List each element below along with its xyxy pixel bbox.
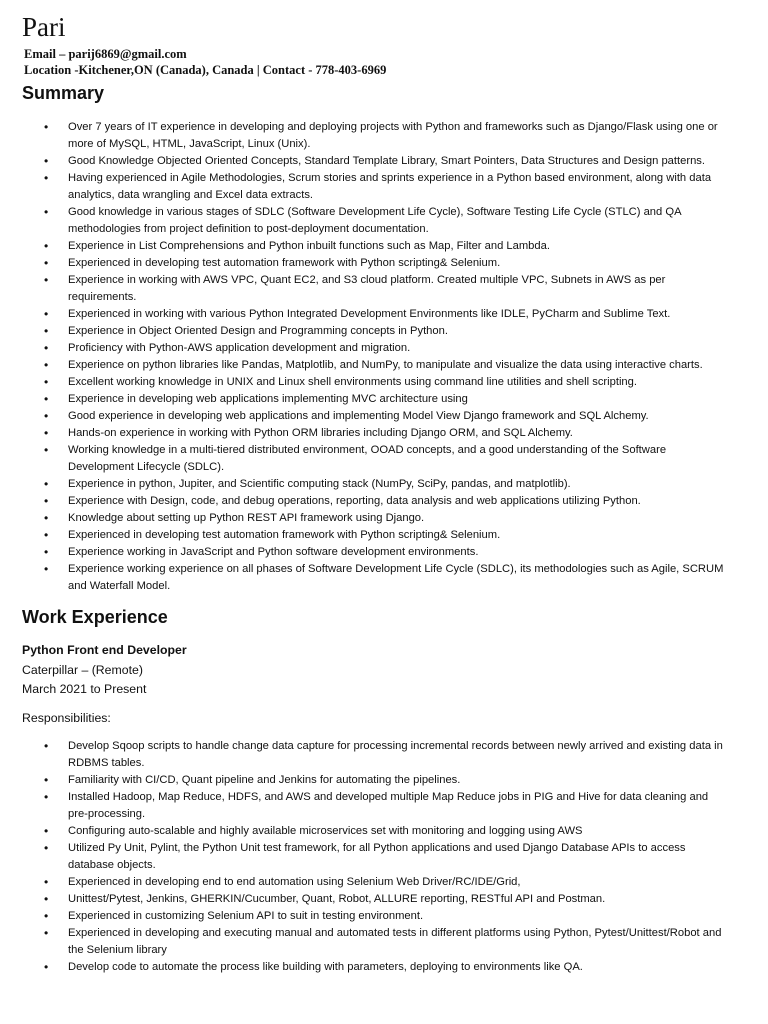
job-position: Python Front end Developer bbox=[22, 643, 187, 657]
summary-item: • Excellent working knowledge in UNIX and Linux shell environments using command line utilities and shell scripting. bbox=[0, 374, 768, 391]
responsibility-item: • Develop Sqoop scripts to handle change data capture for processing incremental records between newly arrived and existing data in RDBMS tables. bbox=[0, 738, 768, 772]
job-company: Caterpillar – (Remote) bbox=[22, 663, 143, 677]
work-experience-heading: Work Experience bbox=[22, 607, 168, 627]
summary-item: • Experience in List Comprehensions and Python inbuilt functions such as Map, Filter and Lambda. bbox=[0, 238, 768, 255]
summary-item: • Having experienced in Agile Methodologies, Scrum stories and sprints experience in a Python based environment, along with data analytics, data wrangling and Excel data extracts. bbox=[0, 170, 768, 204]
responsibility-item: • Configuring auto-scalable and highly available microservices set with monitoring and logging using AWS bbox=[0, 823, 768, 840]
responsibility-item: • Installed Hadoop, Map Reduce, HDFS, and AWS and developed multiple Map Reduce jobs in PIG and Hive for data cleaning and pre-processing. bbox=[0, 789, 768, 823]
summary-item: • Over 7 years of IT experience in developing and deploying projects with Python and frameworks such as Django/Flask using one or more of MySQL, HTML, JavaScript, Linux (Unix). bbox=[0, 119, 768, 153]
responsibility-item: • Utilized Py Unit, Pylint, the Python Unit test framework, for all Python applications and used Django Database APIs to access database objects. bbox=[0, 840, 768, 874]
candidate-name: Pari bbox=[22, 12, 66, 42]
responsibility-item: • Experienced in customizing Selenium API to suit in testing environment. bbox=[0, 908, 768, 925]
summary-item: • Good knowledge in various stages of SDLC (Software Development Life Cycle), Software Testing Life Cycle (STLC) and QA methodologies from project definition to post-deployment documentation. bbox=[0, 204, 768, 238]
location-contact-line: Location -Kitchener,ON (Canada), Canada | Contact - 778-403-6969 bbox=[24, 63, 387, 77]
summary-item: • Experience in developing web applications implementing MVC architecture using bbox=[0, 391, 768, 408]
responsibilities-label: Responsibilities: bbox=[22, 711, 111, 725]
summary-item: • Experience with Design, code, and debug operations, reporting, data analysis and web applications utilizing Python. bbox=[0, 493, 768, 510]
summary-item: • Good experience in developing web applications and implementing Model View Django framework and SQL Alchemy. bbox=[0, 408, 768, 425]
email-line: Email – parij6869@gmail.com bbox=[24, 47, 187, 61]
responsibility-item: • Familiarity with CI/CD, Quant pipeline and Jenkins for automating the pipelines. bbox=[0, 772, 768, 789]
summary-item: • Experience working experience on all phases of Software Development Life Cycle (SDLC), its methodologies such as Agile, SCRUM and Waterfall Model. bbox=[0, 561, 768, 595]
summary-item: • Experience working in JavaScript and Python software development environments. bbox=[0, 544, 768, 561]
summary-item: • Hands-on experience in working with Python ORM libraries including Django ORM, and SQL Alchemy. bbox=[0, 425, 768, 442]
summary-item: • Proficiency with Python-AWS application development and migration. bbox=[0, 340, 768, 357]
summary-item: • Experience in Object Oriented Design and Programming concepts in Python. bbox=[0, 323, 768, 340]
summary-item: • Experienced in working with various Python Integrated Development Environments like IDLE, PyCharm and Sublime Text. bbox=[0, 306, 768, 323]
summary-item: • Knowledge about setting up Python REST API framework using Django. bbox=[0, 510, 768, 527]
summary-item: • Good Knowledge Objected Oriented Concepts, Standard Template Library, Smart Pointers, Data Structures and Design patterns. bbox=[0, 153, 768, 170]
summary-item: • Experience on python libraries like Pandas, Matplotlib, and NumPy, to manipulate and visualize the data using interactive charts. bbox=[0, 357, 768, 374]
summary-item: • Experienced in developing test automation framework with Python scripting& Selenium. bbox=[0, 527, 768, 544]
summary-item: • Experience in python, Jupiter, and Scientific computing stack (NumPy, SciPy, pandas, and matplotlib). bbox=[0, 476, 768, 493]
responsibility-item: • Develop code to automate the process like building with parameters, deploying to environments like QA. bbox=[0, 959, 768, 976]
summary-item: • Working knowledge in a multi-tiered distributed environment, OOAD concepts, and a good understanding of the Software Development Lifecycle (SDLC). bbox=[0, 442, 768, 476]
responsibility-item: • Unittest/Pytest, Jenkins, GHERKIN/Cucumber, Quant, Robot, ALLURE reporting, RESTful API and Postman. bbox=[0, 891, 768, 908]
summary-item: • Experienced in developing test automation framework with Python scripting& Selenium. bbox=[0, 255, 768, 272]
job-dates: March 2021 to Present bbox=[22, 682, 147, 696]
responsibility-item: • Experienced in developing end to end automation using Selenium Web Driver/RC/IDE/Grid, bbox=[0, 874, 768, 891]
summary-item: • Experience in working with AWS VPC, Quant EC2, and S3 cloud platform. Created multiple VPC, Subnets in AWS as per requirements. bbox=[0, 272, 768, 306]
responsibility-item: • Experienced in developing and executing manual and automated tests in different platforms using Python, Pytest/Unittest/Robot and the Selenium library bbox=[0, 925, 768, 959]
responsibilities-list bbox=[0, 738, 768, 976]
summary-list bbox=[0, 119, 768, 595]
summary-heading: Summary bbox=[22, 83, 105, 103]
